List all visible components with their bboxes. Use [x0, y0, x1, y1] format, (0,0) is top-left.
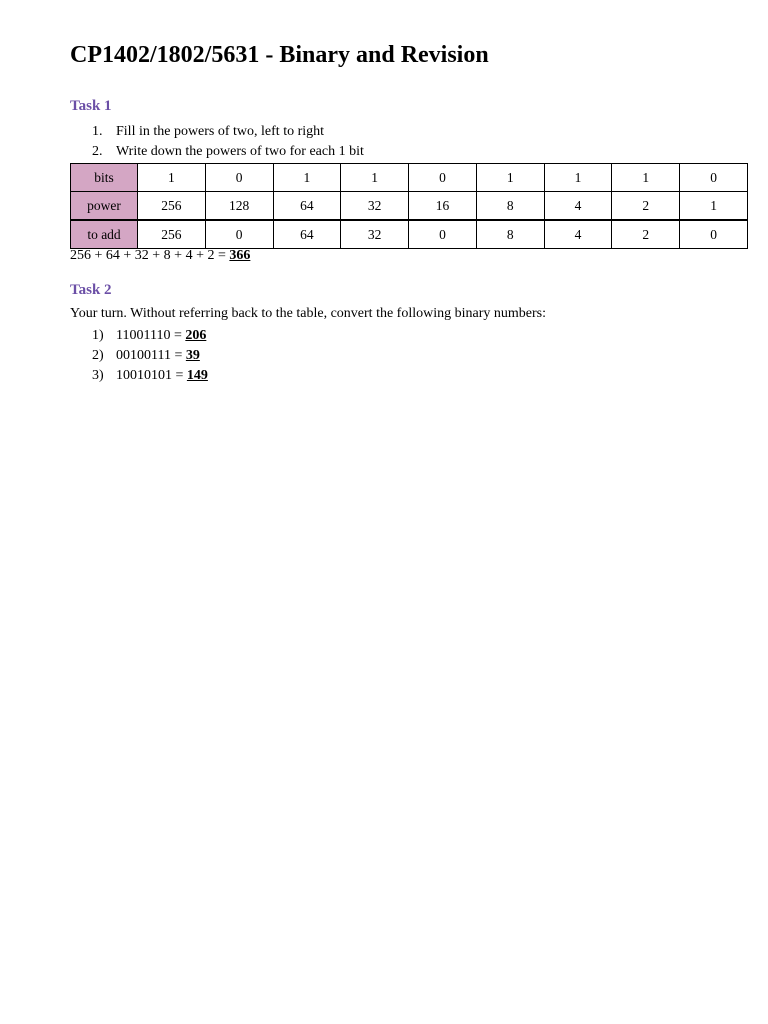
- binary-number: 00100111 =: [116, 348, 186, 363]
- table-cell: 0: [409, 164, 477, 192]
- task2-intro: Your turn. Without referring back to the table, convert the following binary numbers:: [70, 306, 546, 321]
- table-cell: 256: [138, 192, 206, 221]
- table-cell: 1: [612, 164, 680, 192]
- list-number: 2): [92, 348, 104, 363]
- table-cell: 8: [476, 220, 544, 249]
- table-row: [71, 220, 748, 249]
- step-text: Write down the powers of two for each 1 bit: [116, 144, 364, 159]
- table-cell: 1: [341, 164, 409, 192]
- sum-line: [70, 248, 250, 264]
- row-header: power: [71, 192, 138, 221]
- table-cell: 2: [612, 192, 680, 221]
- table-cell: 0: [680, 164, 748, 192]
- task1-heading: Task 1: [70, 98, 112, 114]
- table-cell: 128: [205, 192, 273, 221]
- answer-value: 39: [185, 348, 200, 363]
- list-item: [70, 346, 208, 366]
- table-cell: 0: [680, 220, 748, 249]
- binary-number: 10010101 =: [116, 368, 187, 383]
- table-cell: 0: [409, 220, 477, 249]
- binary-number: 11001110 =: [116, 328, 186, 343]
- table-cell: 32: [341, 192, 409, 221]
- list-item: [70, 142, 364, 162]
- table-cell: 1: [476, 164, 544, 192]
- task1-steps: [70, 122, 364, 162]
- table-cell: 64: [273, 220, 341, 249]
- list-number: 3): [92, 368, 104, 383]
- binary-conversion-table: [70, 163, 748, 249]
- list-number: 1): [92, 328, 104, 343]
- table-cell: 256: [138, 220, 206, 249]
- table-cell: 1: [544, 164, 612, 192]
- answer-value: 149: [186, 368, 208, 383]
- sum-result: 366: [229, 248, 251, 263]
- table-cell: 16: [409, 192, 477, 221]
- table-cell: 32: [341, 220, 409, 249]
- sum-expression: 256 + 64 + 32 + 8 + 4 + 2 =: [70, 248, 230, 263]
- row-header: to add: [71, 220, 138, 249]
- table-cell: 1: [138, 164, 206, 192]
- table-cell: 4: [544, 192, 612, 221]
- page-title: CP1402/1802/5631 - Binary and Revision: [70, 42, 489, 68]
- table-cell: 2: [612, 220, 680, 249]
- list-number: 2.: [92, 144, 103, 159]
- task2-items: [70, 326, 208, 386]
- row-header: bits: [71, 164, 138, 192]
- table-cell: 1: [680, 192, 748, 221]
- list-number: 1.: [92, 124, 103, 139]
- table-cell: 4: [544, 220, 612, 249]
- step-text: Fill in the powers of two, left to right: [116, 124, 325, 139]
- task2-heading: Task 2: [70, 282, 112, 298]
- answer-value: 206: [185, 328, 207, 343]
- table-cell: 8: [476, 192, 544, 221]
- table-cell: 64: [273, 192, 341, 221]
- table-cell: 0: [205, 164, 273, 192]
- list-item: [70, 326, 208, 346]
- list-item: [70, 366, 208, 386]
- table-cell: 0: [205, 220, 273, 249]
- table-row: [71, 164, 748, 192]
- table-row: [71, 192, 748, 221]
- table-cell: 1: [273, 164, 341, 192]
- list-item: [70, 122, 364, 142]
